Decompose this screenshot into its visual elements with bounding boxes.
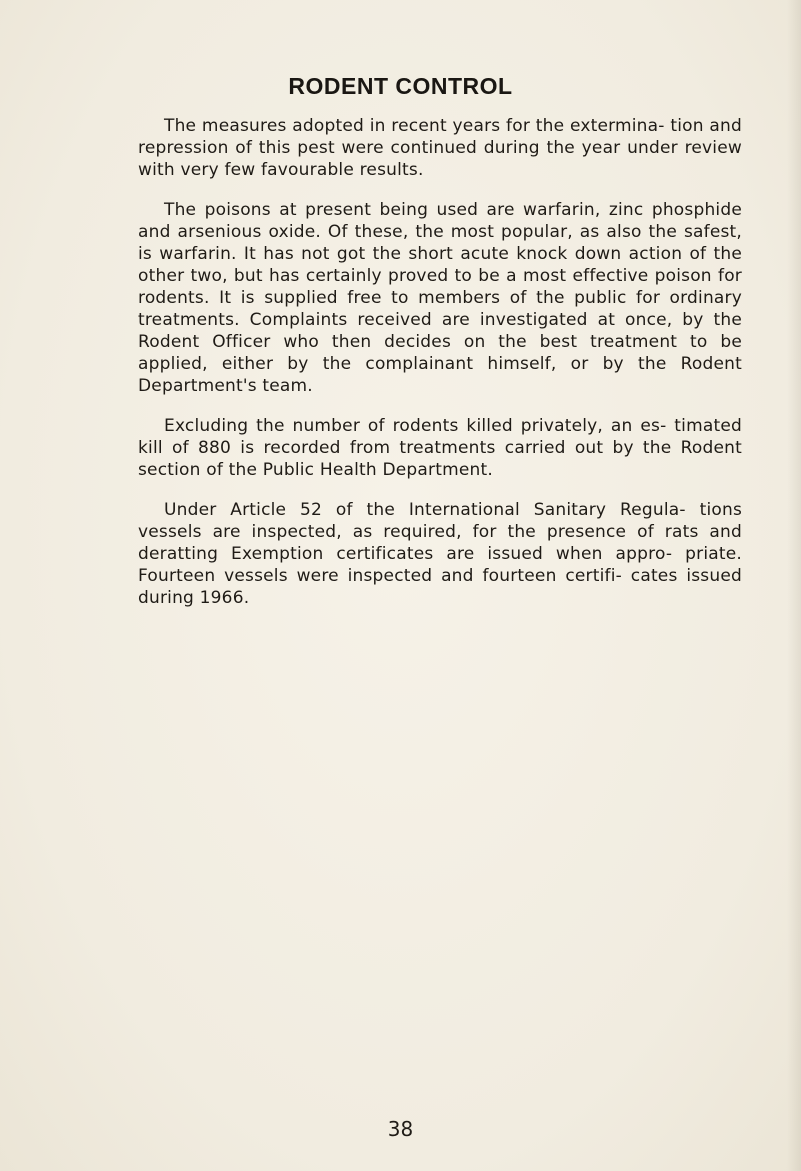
page-title: RODENT CONTROL — [288, 73, 513, 99]
page-number: 38 — [387, 1117, 414, 1141]
paragraph-poisons: The poisons at present being used are warfarin, zinc phosphide and arsenious oxide. Of these, the most popular, as also the safest, is warfarin. It has not got the short acute knock down action of the other two, but has certainly proved to be a most effective poison for rodents. It is supplied free to members of the public for ordinary treatments. Complaints received are investigated at once, by the Rodent Officer who then decides on the best treatment to be applied, either by the complainant himself, or by the Rodent Department's team. — [138, 200, 742, 396]
page-edge-shadow — [787, 0, 801, 1171]
body-text — [138, 115, 742, 627]
paragraph-measures: The measures adopted in recent years for the extermina- tion and repression of this pest were continued during the year under review with very few favourable results. — [138, 116, 742, 180]
paragraph-vessels: Under Article 52 of the International Sanitary Regula- tions vessels are inspected, as required, for the presence of rats and deratting Exemption certificates are issued when appro- priate. Fourteen vessels were inspected and fourteen certifi- cates issued during 1966. — [138, 500, 742, 608]
paragraph-estimated-kill: Excluding the number of rodents killed privately, an es- timated kill of 880 is recorded from treatments carried out by the Rodent section of the Public Health Department. — [138, 416, 742, 480]
